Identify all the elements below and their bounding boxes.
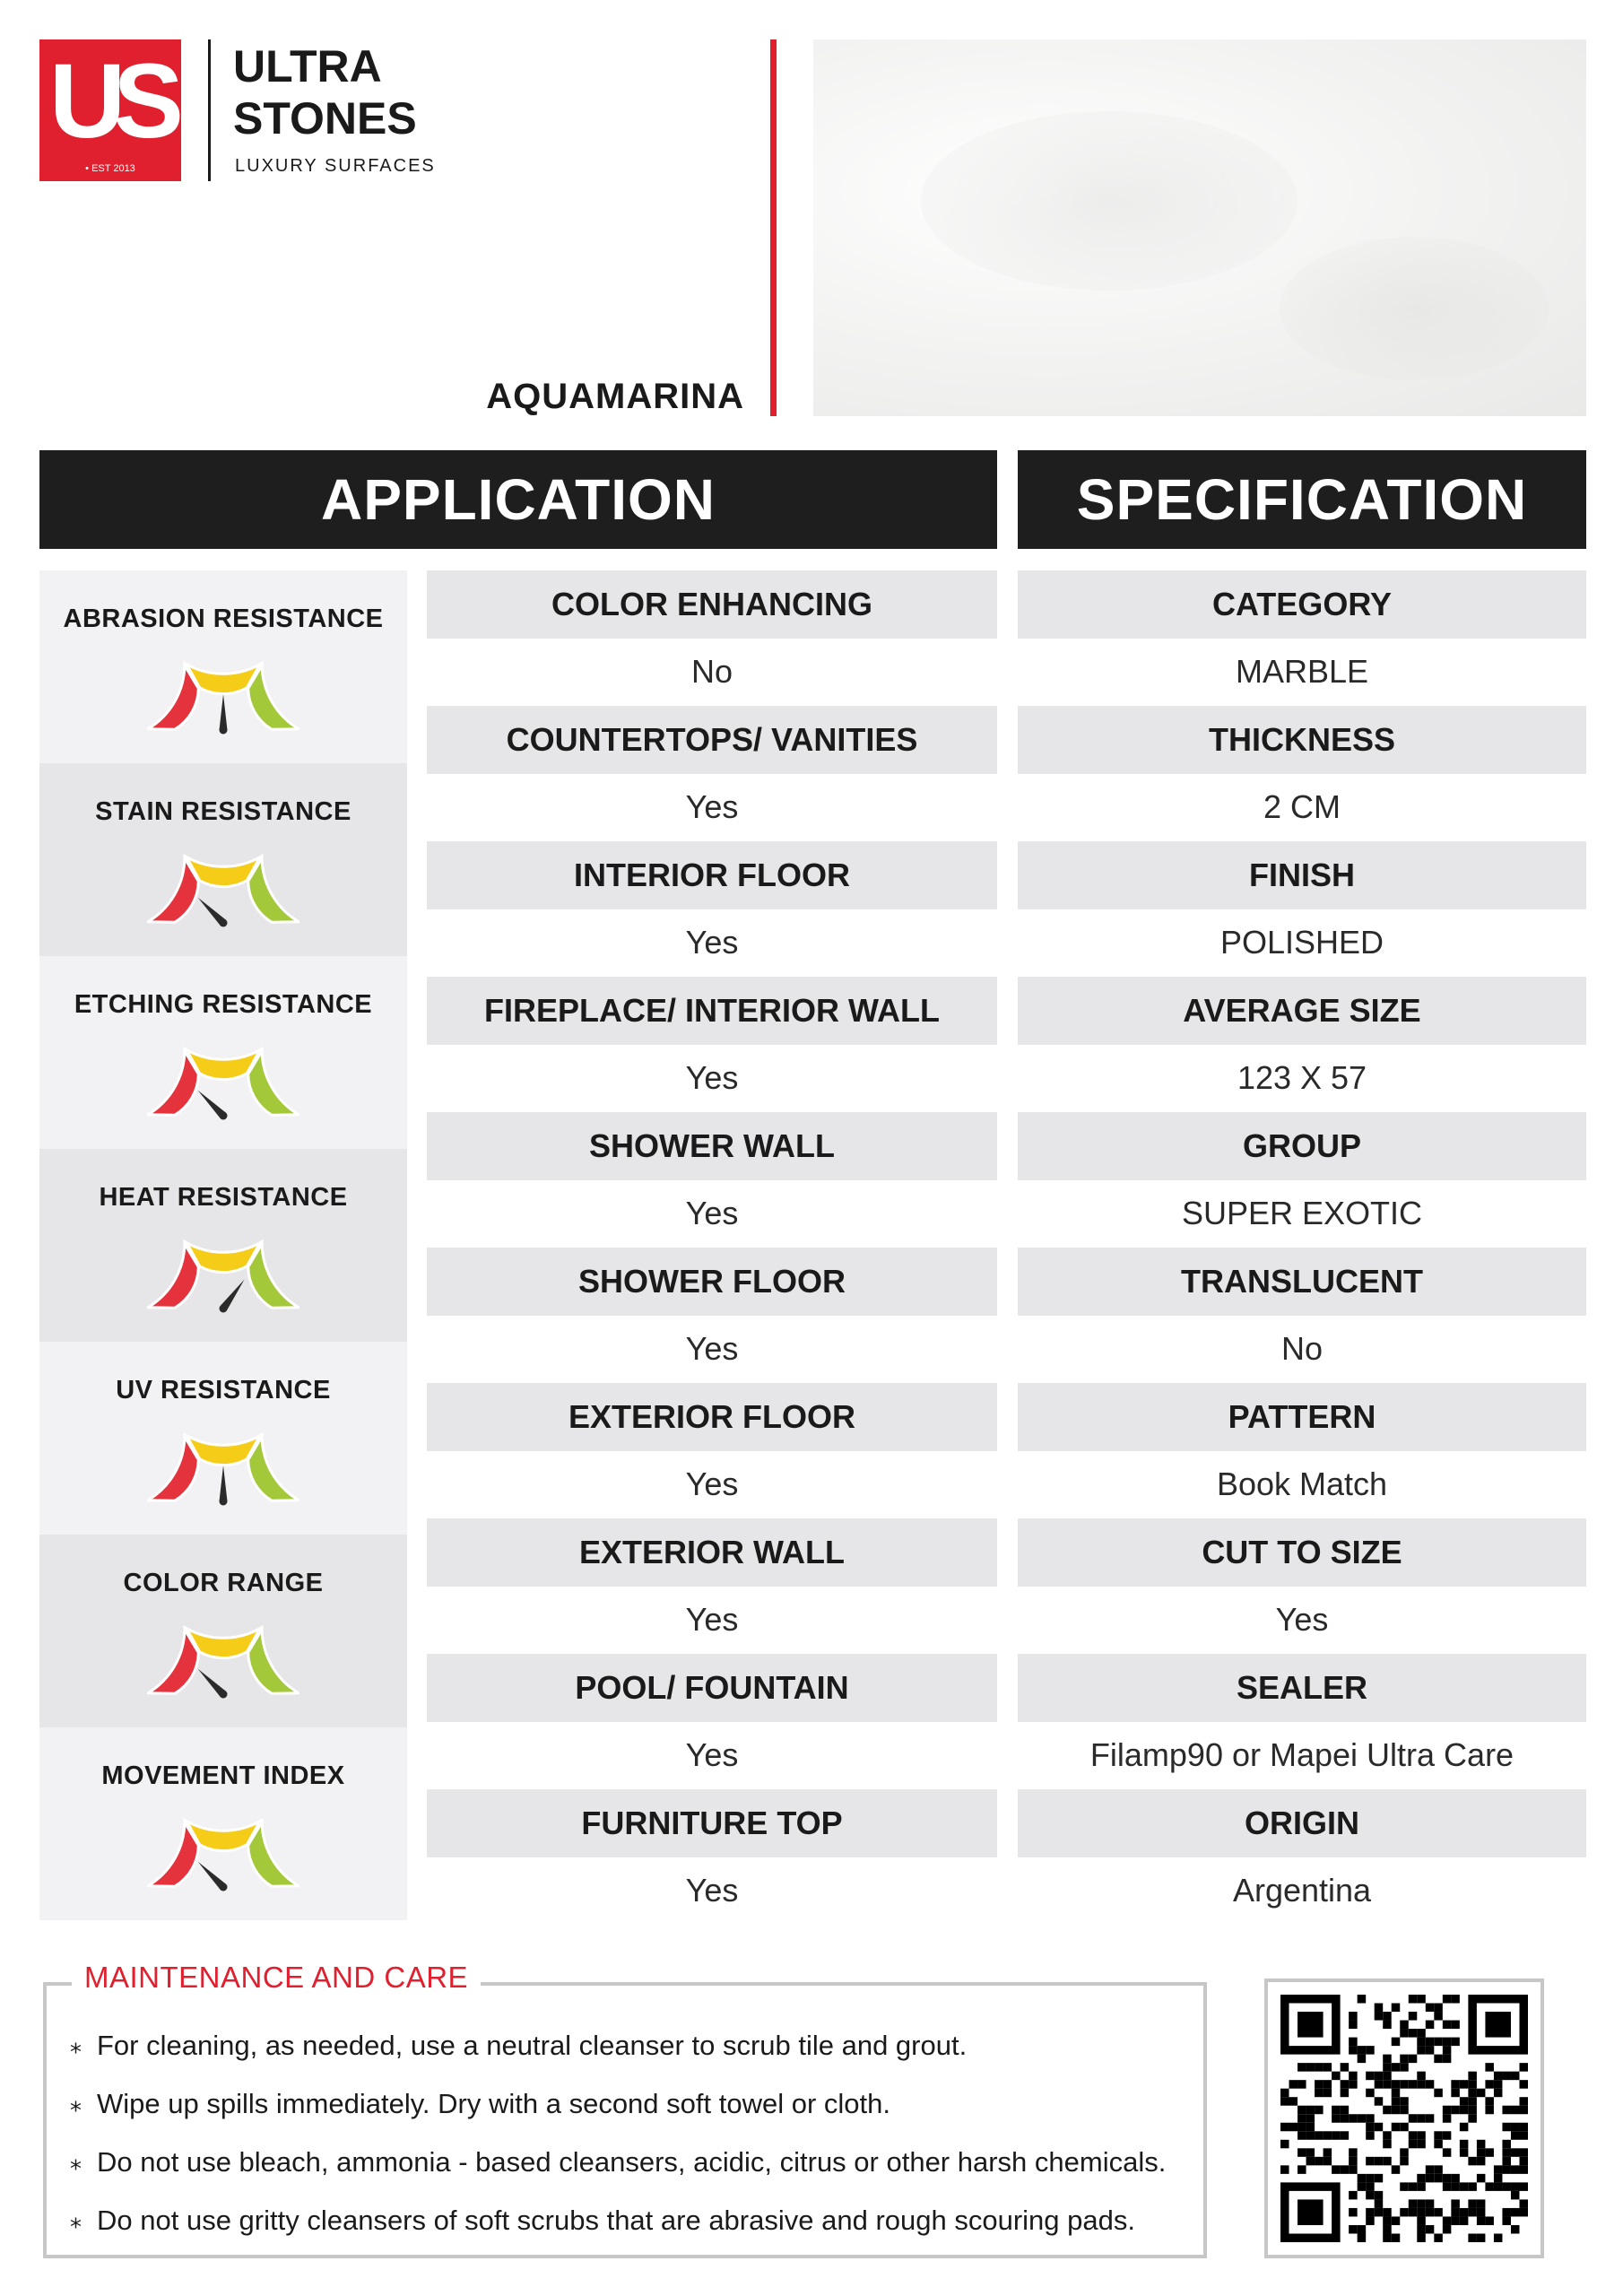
gauge-low-segment — [148, 1244, 198, 1308]
specification-item-value: 123 X 57 — [1237, 1059, 1367, 1097]
gauge-high-segment — [248, 1630, 299, 1693]
gauge-meter — [147, 1039, 299, 1121]
bullet-icon: ⁎ — [70, 2090, 82, 2117]
specification-item-label: CATEGORY — [1018, 570, 1586, 639]
specification-item-label: THICKNESS — [1018, 706, 1586, 774]
application-item-label: INTERIOR FLOOR — [427, 841, 997, 909]
gauge-cell — [39, 763, 407, 956]
logo-monogram: US — [49, 42, 171, 161]
brand-name-line2: STONES — [233, 93, 417, 144]
gauge-hub — [220, 1305, 228, 1313]
specification-item-value: Argentina — [1232, 1872, 1372, 1909]
application-item-value: Yes — [685, 1465, 739, 1503]
gauge-label: COLOR RANGE — [123, 1569, 324, 1597]
product-image — [813, 39, 1586, 416]
maintenance-list — [70, 2016, 1191, 2249]
specification-item-label: GROUP — [1018, 1112, 1586, 1180]
application-item-value: No — [690, 653, 733, 691]
application-item-label: FURNITURE TOP — [427, 1789, 997, 1857]
gauge-meter — [147, 846, 299, 928]
maintenance-item — [70, 2074, 1191, 2133]
gauge-meter — [147, 1231, 299, 1314]
application-item-value: Yes — [685, 788, 739, 826]
specification-header: SPECIFICATION — [1018, 450, 1586, 549]
application-item-value: Yes — [685, 1330, 739, 1368]
gauge-cell — [39, 1727, 407, 1920]
application-item-value: Yes — [685, 1195, 739, 1232]
specification-item-value: POLISHED — [1219, 924, 1384, 961]
application-item-label: POOL/ FOUNTAIN — [427, 1654, 997, 1722]
gauge-label: UV RESISTANCE — [116, 1376, 331, 1405]
specification-item-value: No — [1280, 1330, 1324, 1368]
gauge-high-segment — [248, 858, 299, 922]
maintenance-text: Do not use bleach, ammonia - based cleansers, acidic, citrus or other harsh chemicals. — [97, 2145, 1167, 2178]
gauge-cell — [39, 956, 407, 1149]
gauge-meter — [147, 1617, 299, 1700]
gauge-low-segment — [148, 1051, 198, 1115]
accent-divider — [770, 39, 777, 416]
gauge-low-segment — [148, 1437, 198, 1500]
specification-item-label: CUT TO SIZE — [1018, 1518, 1586, 1587]
application-header: APPLICATION — [39, 450, 997, 549]
gauge-cell — [39, 1149, 407, 1342]
gauge-meter — [147, 1424, 299, 1507]
gauge-hub — [220, 1691, 228, 1699]
maintenance-item — [70, 2016, 1191, 2074]
specification-item-value: Filamp90 or Mapei Ultra Care — [1089, 1736, 1515, 1774]
bullet-icon: ⁎ — [70, 2148, 82, 2175]
application-item-value: Yes — [685, 1601, 739, 1639]
gauge-hub — [220, 1883, 228, 1892]
application-item-label: COLOR ENHANCING — [427, 570, 997, 639]
specification-item-label: FINISH — [1018, 841, 1586, 909]
brand-name-line1: ULTRA — [233, 41, 382, 91]
gauge-label: ABRASION RESISTANCE — [63, 604, 384, 633]
logo-est: • EST 2013 — [85, 163, 135, 174]
gauge-high-segment — [248, 665, 299, 729]
bullet-icon: ⁎ — [70, 2206, 82, 2233]
application-table — [427, 570, 997, 1925]
application-item-label: SHOWER WALL — [427, 1112, 997, 1180]
maintenance-text: Do not use gritty cleansers of soft scrubs that are abrasive and rough scouring pads. — [97, 2204, 1135, 2236]
maintenance-item — [70, 2133, 1191, 2191]
gauge-needle — [220, 1465, 228, 1501]
gauge-high-segment — [248, 1244, 299, 1308]
maintenance-text: For cleaning, as needed, use a neutral cleanser to scrub tile and grout. — [97, 2029, 968, 2061]
gauge-cell — [39, 1342, 407, 1535]
gauge-cell — [39, 570, 407, 763]
brand-tagline: LUXURY SURFACES — [235, 156, 436, 176]
gauge-label: ETCHING RESISTANCE — [74, 990, 373, 1019]
gauge-cell — [39, 1535, 407, 1727]
bullet-icon: ⁎ — [70, 2031, 82, 2058]
gauge-high-segment — [248, 1822, 299, 1886]
specification-item-label: SEALER — [1018, 1654, 1586, 1722]
specification-item-value: MARBLE — [1235, 653, 1369, 691]
specification-item-label: PATTERN — [1018, 1383, 1586, 1451]
application-item-label: SHOWER FLOOR — [427, 1248, 997, 1316]
specification-item-value: Yes — [1275, 1601, 1329, 1639]
application-item-value: Yes — [685, 1059, 739, 1097]
gauge-hub — [220, 919, 228, 927]
specification-table — [1018, 570, 1586, 1925]
specification-item-value: Book Match — [1216, 1465, 1388, 1503]
specification-item-label: AVERAGE SIZE — [1018, 977, 1586, 1045]
gauge-label: STAIN RESISTANCE — [95, 797, 352, 826]
maintenance-item — [70, 2191, 1191, 2249]
gauge-label: MOVEMENT INDEX — [101, 1761, 345, 1790]
gauge-hub — [220, 726, 228, 735]
gauge-high-segment — [248, 1437, 299, 1500]
application-item-label: COUNTERTOPS/ VANITIES — [427, 706, 997, 774]
specification-item-label: TRANSLUCENT — [1018, 1248, 1586, 1316]
application-item-label: EXTERIOR WALL — [427, 1518, 997, 1587]
specification-item-label: ORIGIN — [1018, 1789, 1586, 1857]
logo-divider — [208, 39, 211, 181]
gauge-meter — [147, 1810, 299, 1892]
application-item-value: Yes — [685, 924, 739, 961]
qr-code-frame[interactable] — [1264, 1979, 1544, 2258]
application-item-label: EXTERIOR FLOOR — [427, 1383, 997, 1451]
gauge-hub — [220, 1498, 228, 1506]
maintenance-text: Wipe up spills immediately. Dry with a second soft towel or cloth. — [97, 2087, 890, 2119]
application-item-value: Yes — [685, 1872, 739, 1909]
gauge-hub — [220, 1112, 228, 1120]
gauge-label: HEAT RESISTANCE — [99, 1183, 348, 1212]
application-item-label: FIREPLACE/ INTERIOR WALL — [427, 977, 997, 1045]
brand-logo — [39, 39, 181, 181]
gauge-low-segment — [148, 1822, 198, 1886]
maintenance-title: MAINTENANCE AND CARE — [72, 1961, 481, 1995]
gauge-high-segment — [248, 1051, 299, 1115]
gauge-needle — [220, 694, 228, 730]
specification-item-value: SUPER EXOTIC — [1181, 1195, 1423, 1232]
gauge-low-segment — [148, 665, 198, 729]
gauge-meter — [147, 653, 299, 735]
product-name: AQUAMARINA — [486, 377, 744, 416]
gauge-low-segment — [148, 1630, 198, 1693]
specification-item-value: 2 CM — [1263, 788, 1341, 826]
application-item-value: Yes — [685, 1736, 739, 1774]
gauge-low-segment — [148, 858, 198, 922]
qr-code-icon — [1280, 1995, 1528, 2242]
